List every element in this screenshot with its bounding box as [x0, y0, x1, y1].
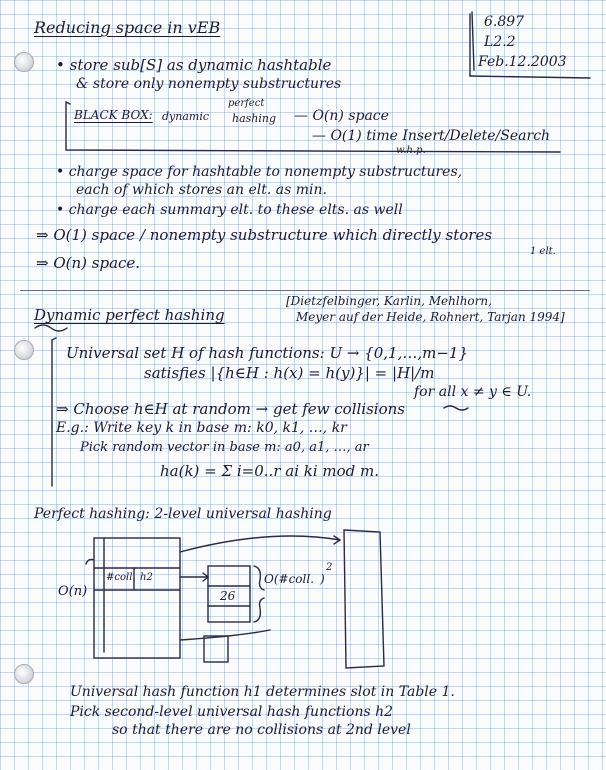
- black-box-method-sup: perfect: [228, 98, 265, 109]
- black-box-method-prefix: dynamic: [162, 110, 210, 123]
- table1-size-label: O(n): [58, 584, 88, 599]
- note-no-collisions: so that there are no collisions at 2nd level: [112, 722, 411, 738]
- universal-quantifier: for all x ≠ y ∈ U.: [414, 384, 532, 400]
- second-level-size-close: ): [320, 572, 325, 586]
- implication-total-space: ⇒ O(n) space.: [36, 254, 141, 272]
- second-level-size-label: O(#coll.: [264, 572, 315, 586]
- bullet-charge-space: • charge space for hashtable to nonempty substructures,: [56, 164, 463, 180]
- choose-random-hash: ⇒ Choose h∈H at random → get few collisions: [56, 400, 405, 418]
- implication-space-per-substructure: ⇒ O(1) space / nonempty substructure which directly stores: [36, 226, 493, 244]
- citation-authors: [Dietzfelbinger, Karlin, Mehlhorn,: [286, 294, 492, 308]
- black-box-label: BLACK BOX:: [74, 108, 153, 122]
- lecture-date: Feb.12.2003: [478, 54, 567, 70]
- black-box-method-suffix: hashing: [232, 112, 277, 125]
- note-first-level-hash: Universal hash function h1 determines slot in Table 1.: [70, 684, 455, 700]
- second-level-size-exponent: 2: [326, 562, 333, 573]
- section-title-dph: Dynamic perfect hashing: [34, 306, 225, 324]
- universal-set-definition: Universal set H of hash functions: U → {0,1,…,m−1}: [66, 344, 468, 362]
- example-random-vector: Pick random vector in base m: a0, a1, …, ar: [80, 440, 369, 455]
- black-box-whp: w.h.p.: [396, 145, 426, 156]
- black-box-time: — O(1) time Insert/Delete/Search: [312, 128, 551, 144]
- lecture-number: L2.2: [484, 34, 516, 50]
- second-level-cell-value: 26: [220, 589, 236, 603]
- bullet-charge-space-cont: each of which stores an elt. as min.: [76, 182, 327, 198]
- section-title-veb: Reducing space in vEB: [34, 18, 221, 37]
- hash-formula: ha(k) = Σ i=0..r ai ki mod m.: [160, 462, 380, 480]
- section-divider-1: [20, 290, 590, 291]
- black-box-space: — O(n) space: [294, 108, 389, 124]
- implication-elt-note: 1 elt.: [530, 246, 556, 257]
- bullet-store-sub: • store sub[S] as dynamic hashtable: [56, 56, 332, 74]
- table1-slot-collision-count: #coll.: [106, 572, 136, 583]
- section-title-perfect-hashing: Perfect hashing: 2-level universal hashing: [34, 506, 332, 522]
- note-second-level-hash: Pick second-level universal hash functions h2: [70, 704, 394, 720]
- bullet-store-nonempty: & store only nonempty substructures: [76, 76, 342, 92]
- example-base-m: E.g.: Write key k in base m: k0, k1, …, kr: [56, 420, 347, 436]
- table1-slot-hash-function: h2: [140, 572, 153, 583]
- citation-authors-cont: Meyer auf der Heide, Rohnert, Tarjan 1994]: [296, 310, 565, 324]
- universal-property: satisfies |{h∈H : h(x) = h(y)}| = |H|/m: [144, 364, 435, 382]
- course-number: 6.897: [484, 14, 525, 30]
- bullet-charge-summary: • charge each summary elt. to these elts. as well: [56, 202, 403, 218]
